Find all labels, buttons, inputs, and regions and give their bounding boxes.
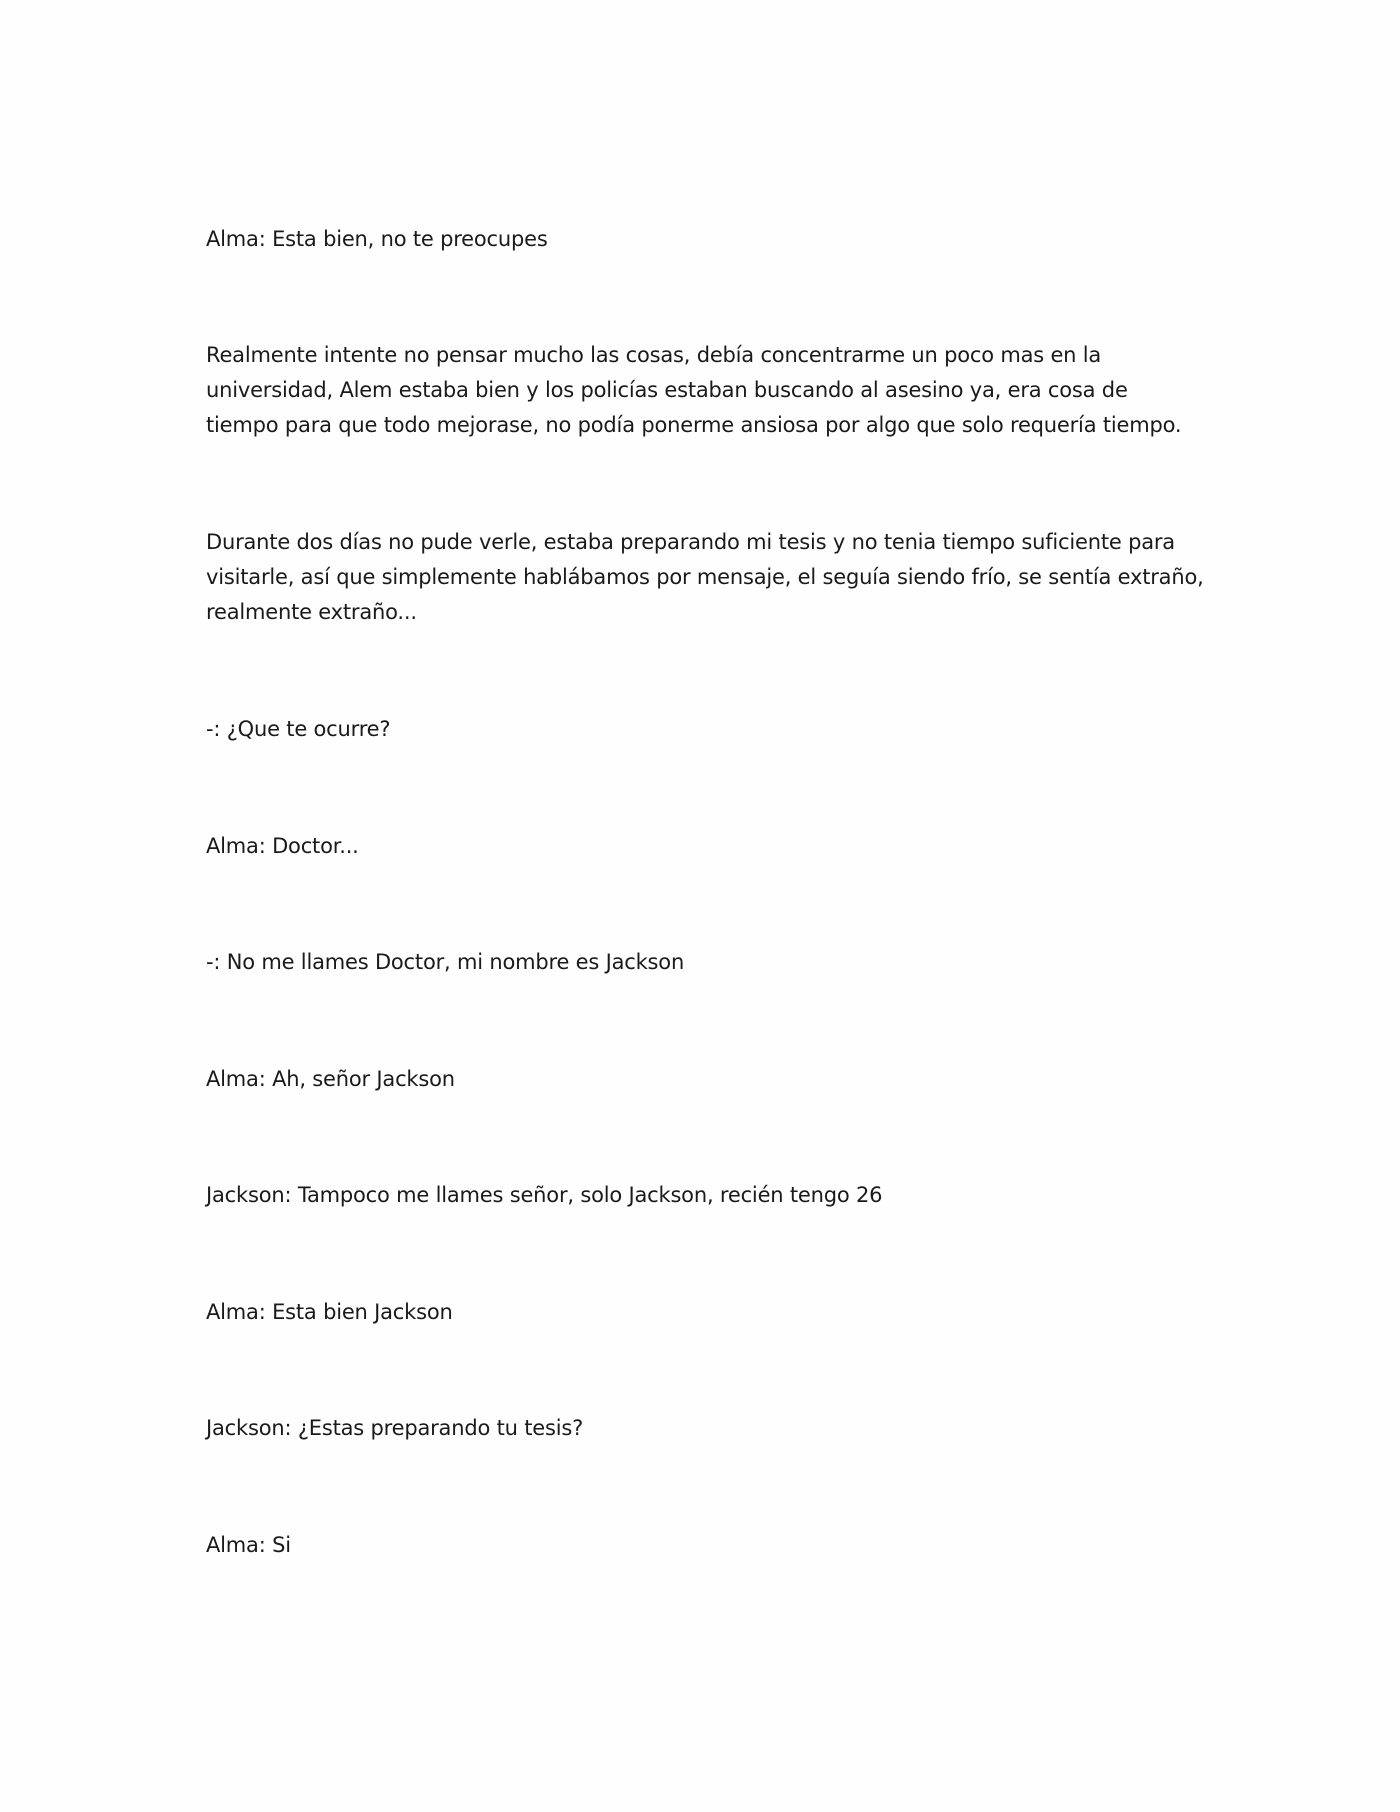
paragraph: Jackson: ¿Estas preparando tu tesis? (206, 1416, 584, 1440)
paragraph: Alma: Doctor... (206, 834, 359, 858)
paragraph: Alma: Esta bien, no te preocupes (206, 227, 548, 251)
paragraph: Jackson: Tampoco me llames señor, solo Jackson, recién tengo 26 (206, 1183, 883, 1207)
paragraph: -: No me llames Doctor, mi nombre es Jackson (206, 950, 685, 974)
paragraph: Alma: Ah, señor Jackson (206, 1067, 455, 1091)
paragraph: Alma: Si (206, 1533, 291, 1557)
paragraph: Realmente intente no pensar mucho las cosas, debía concentrarme un poco mas en la universidad, Alem estaba bien y los policías estaban buscando al asesino ya, era cosa de tiempo para que todo mejorase, no podía ponerme ansiosa por algo que solo requería tiempo. (206, 343, 1182, 437)
paragraph: Durante dos días no pude verle, estaba preparando mi tesis y no tenia tiempo suficiente para visitarle, así que simplemente hablábamos por mensaje, el seguía siendo frío, se sentía extraño, realmente extraño... (206, 530, 1204, 624)
paragraph: Alma: Esta bien Jackson (206, 1300, 453, 1324)
paragraph: -: ¿Que te ocurre? (206, 717, 391, 741)
